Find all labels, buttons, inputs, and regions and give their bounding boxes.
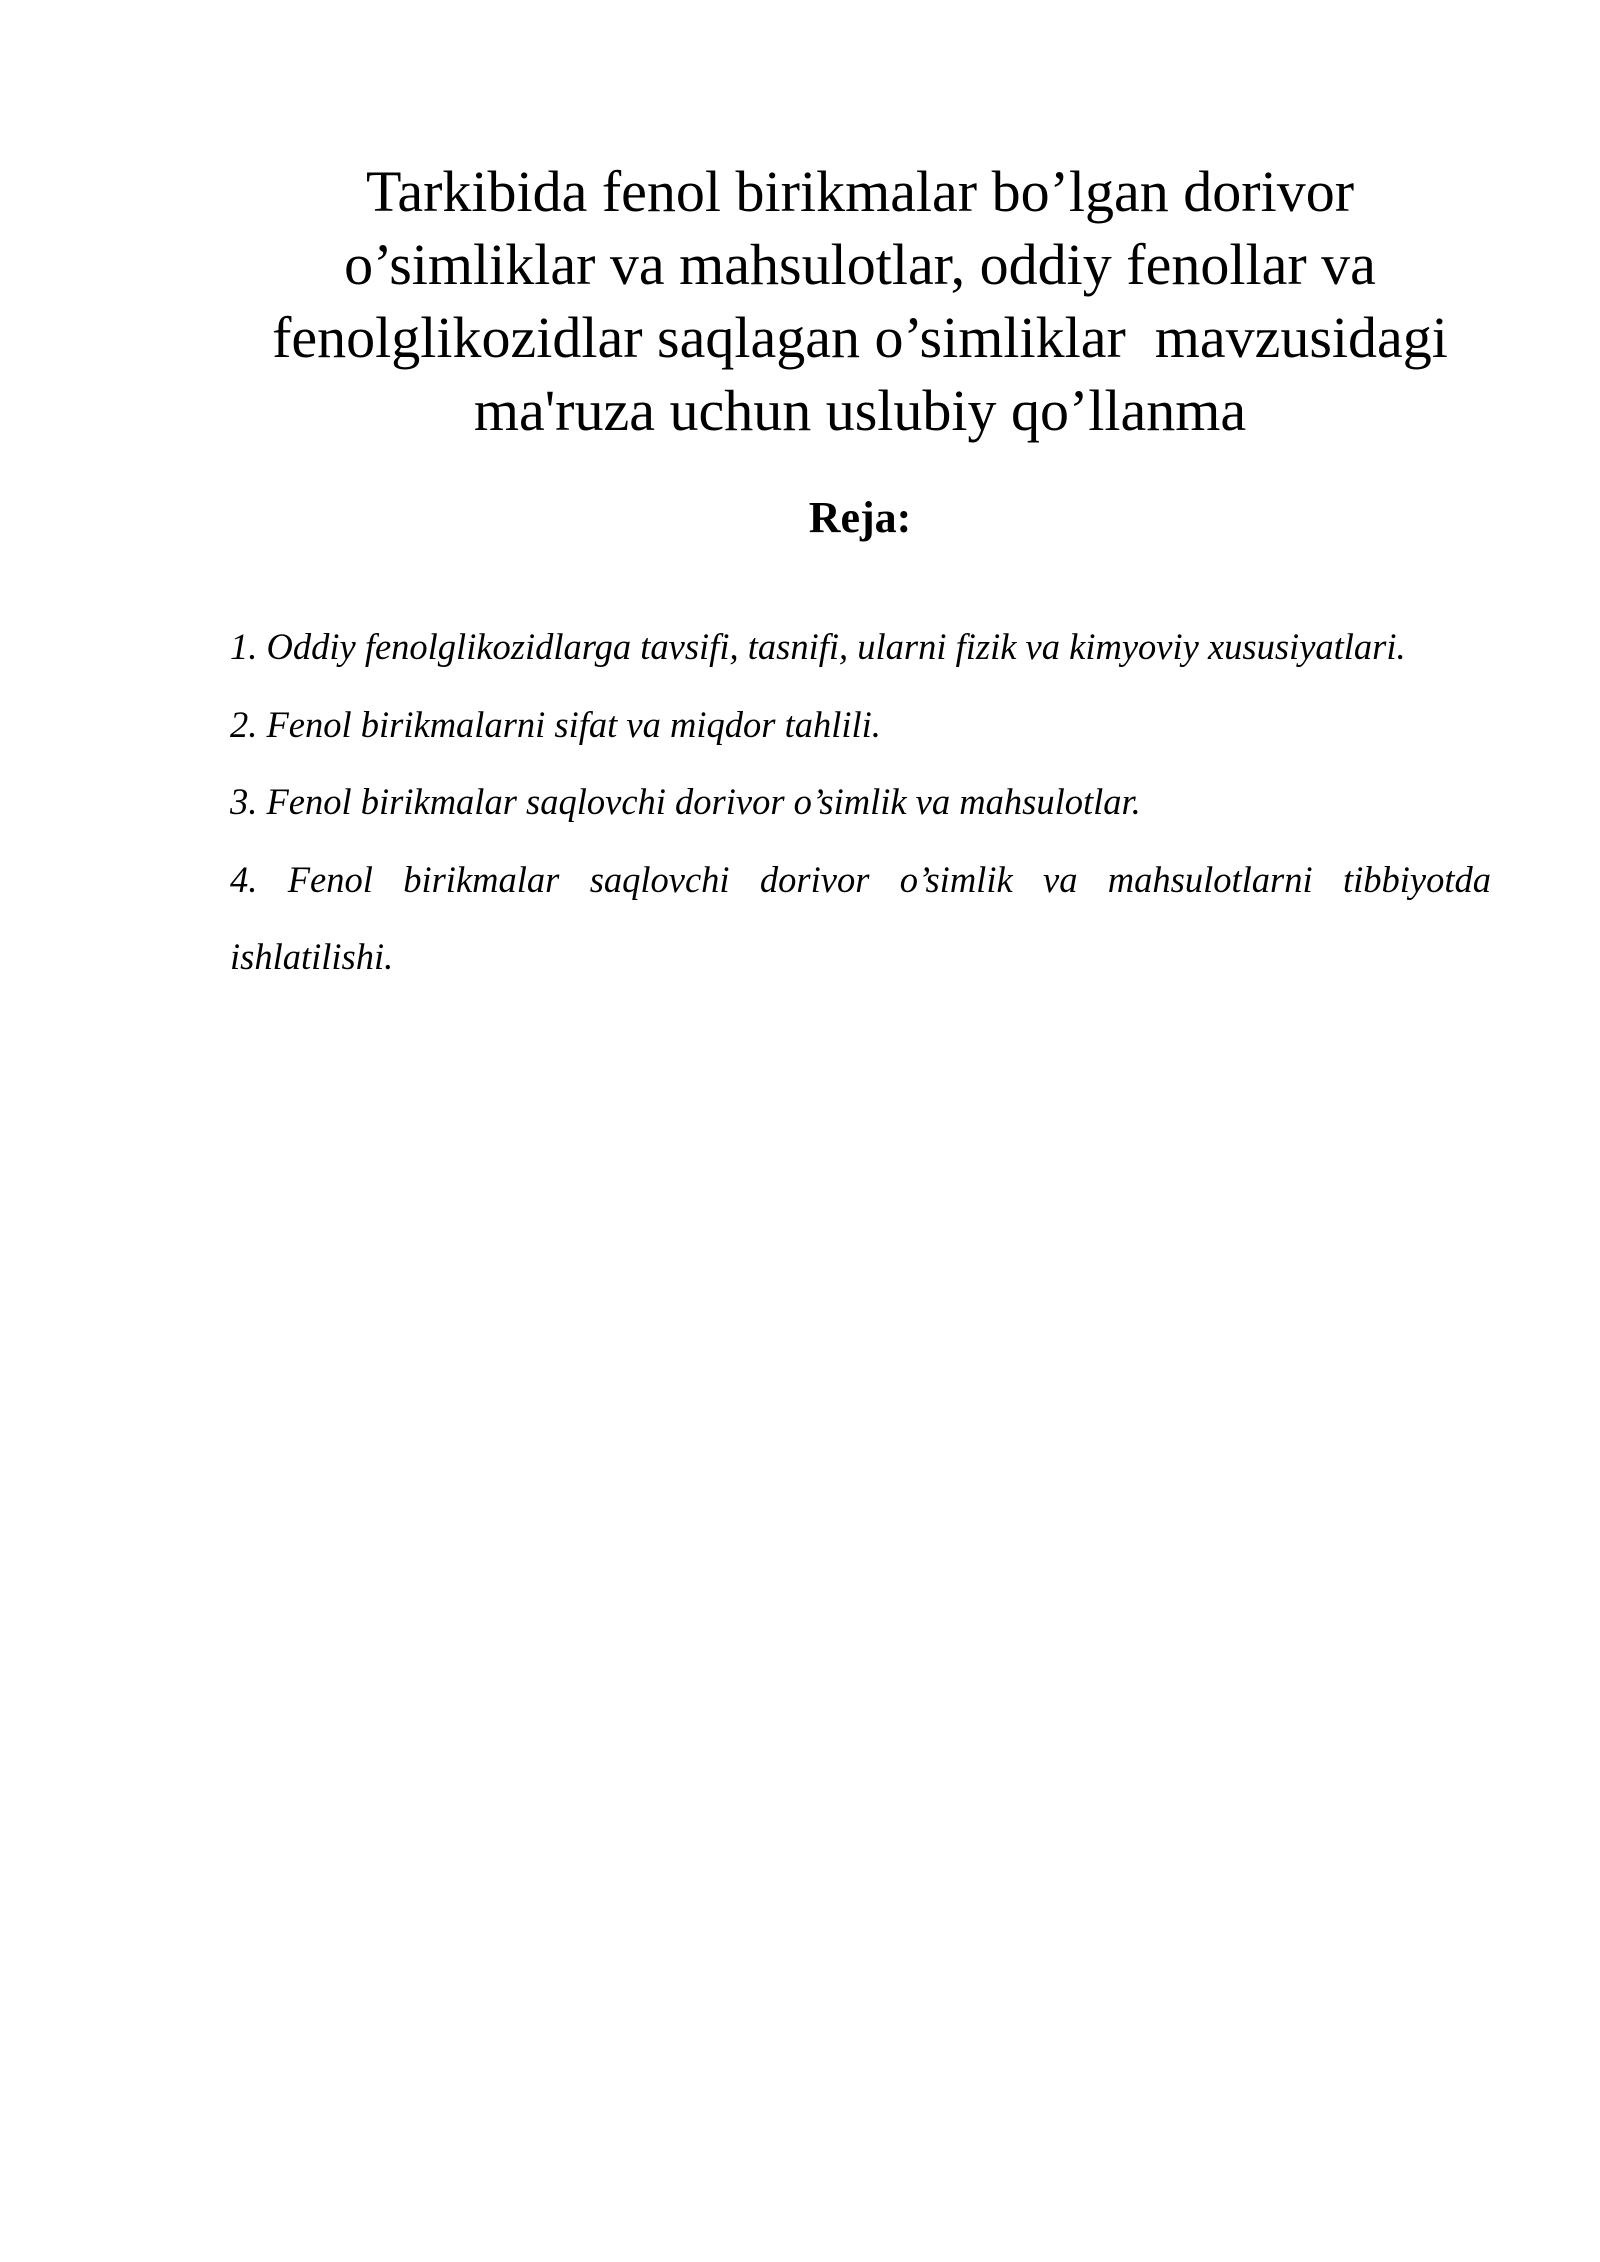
document-title — [200, 155, 1520, 447]
plan-item-2: 2. Fenol birikmalarni sifat va miqdor tahlili. — [230, 703, 881, 745]
title-line-2: o’simliklar va mahsulotlar, oddiy fenollar va — [344, 232, 1376, 297]
plan-list — [230, 608, 1491, 996]
plan-item-1: 1. Oddiy fenolglikozidlarga tavsifi, tasnifi, ularni fizik va kimyoviy xususiyatlari. — [230, 626, 1406, 667]
title-line-3: fenolglikozidlar saqlagan o’simliklar mavzusidagi — [272, 305, 1448, 370]
plan-heading: Reja: — [808, 493, 912, 542]
plan-item-4: 4. Fenol birikmalar saqlovchi dorivor o’simlik va mahsulotlarni tibbiyotda ishlatilishi. — [230, 858, 1491, 977]
title-line-4: ma'ruza uchun uslubiy qo’llanma — [473, 378, 1247, 443]
plan-item-3: 3. Fenol birikmalar saqlovchi dorivor o’simlik va mahsulotlar. — [230, 781, 1141, 822]
title-line-1: Tarkibida fenol birikmalar bo’lgan dorivor — [365, 159, 1355, 224]
